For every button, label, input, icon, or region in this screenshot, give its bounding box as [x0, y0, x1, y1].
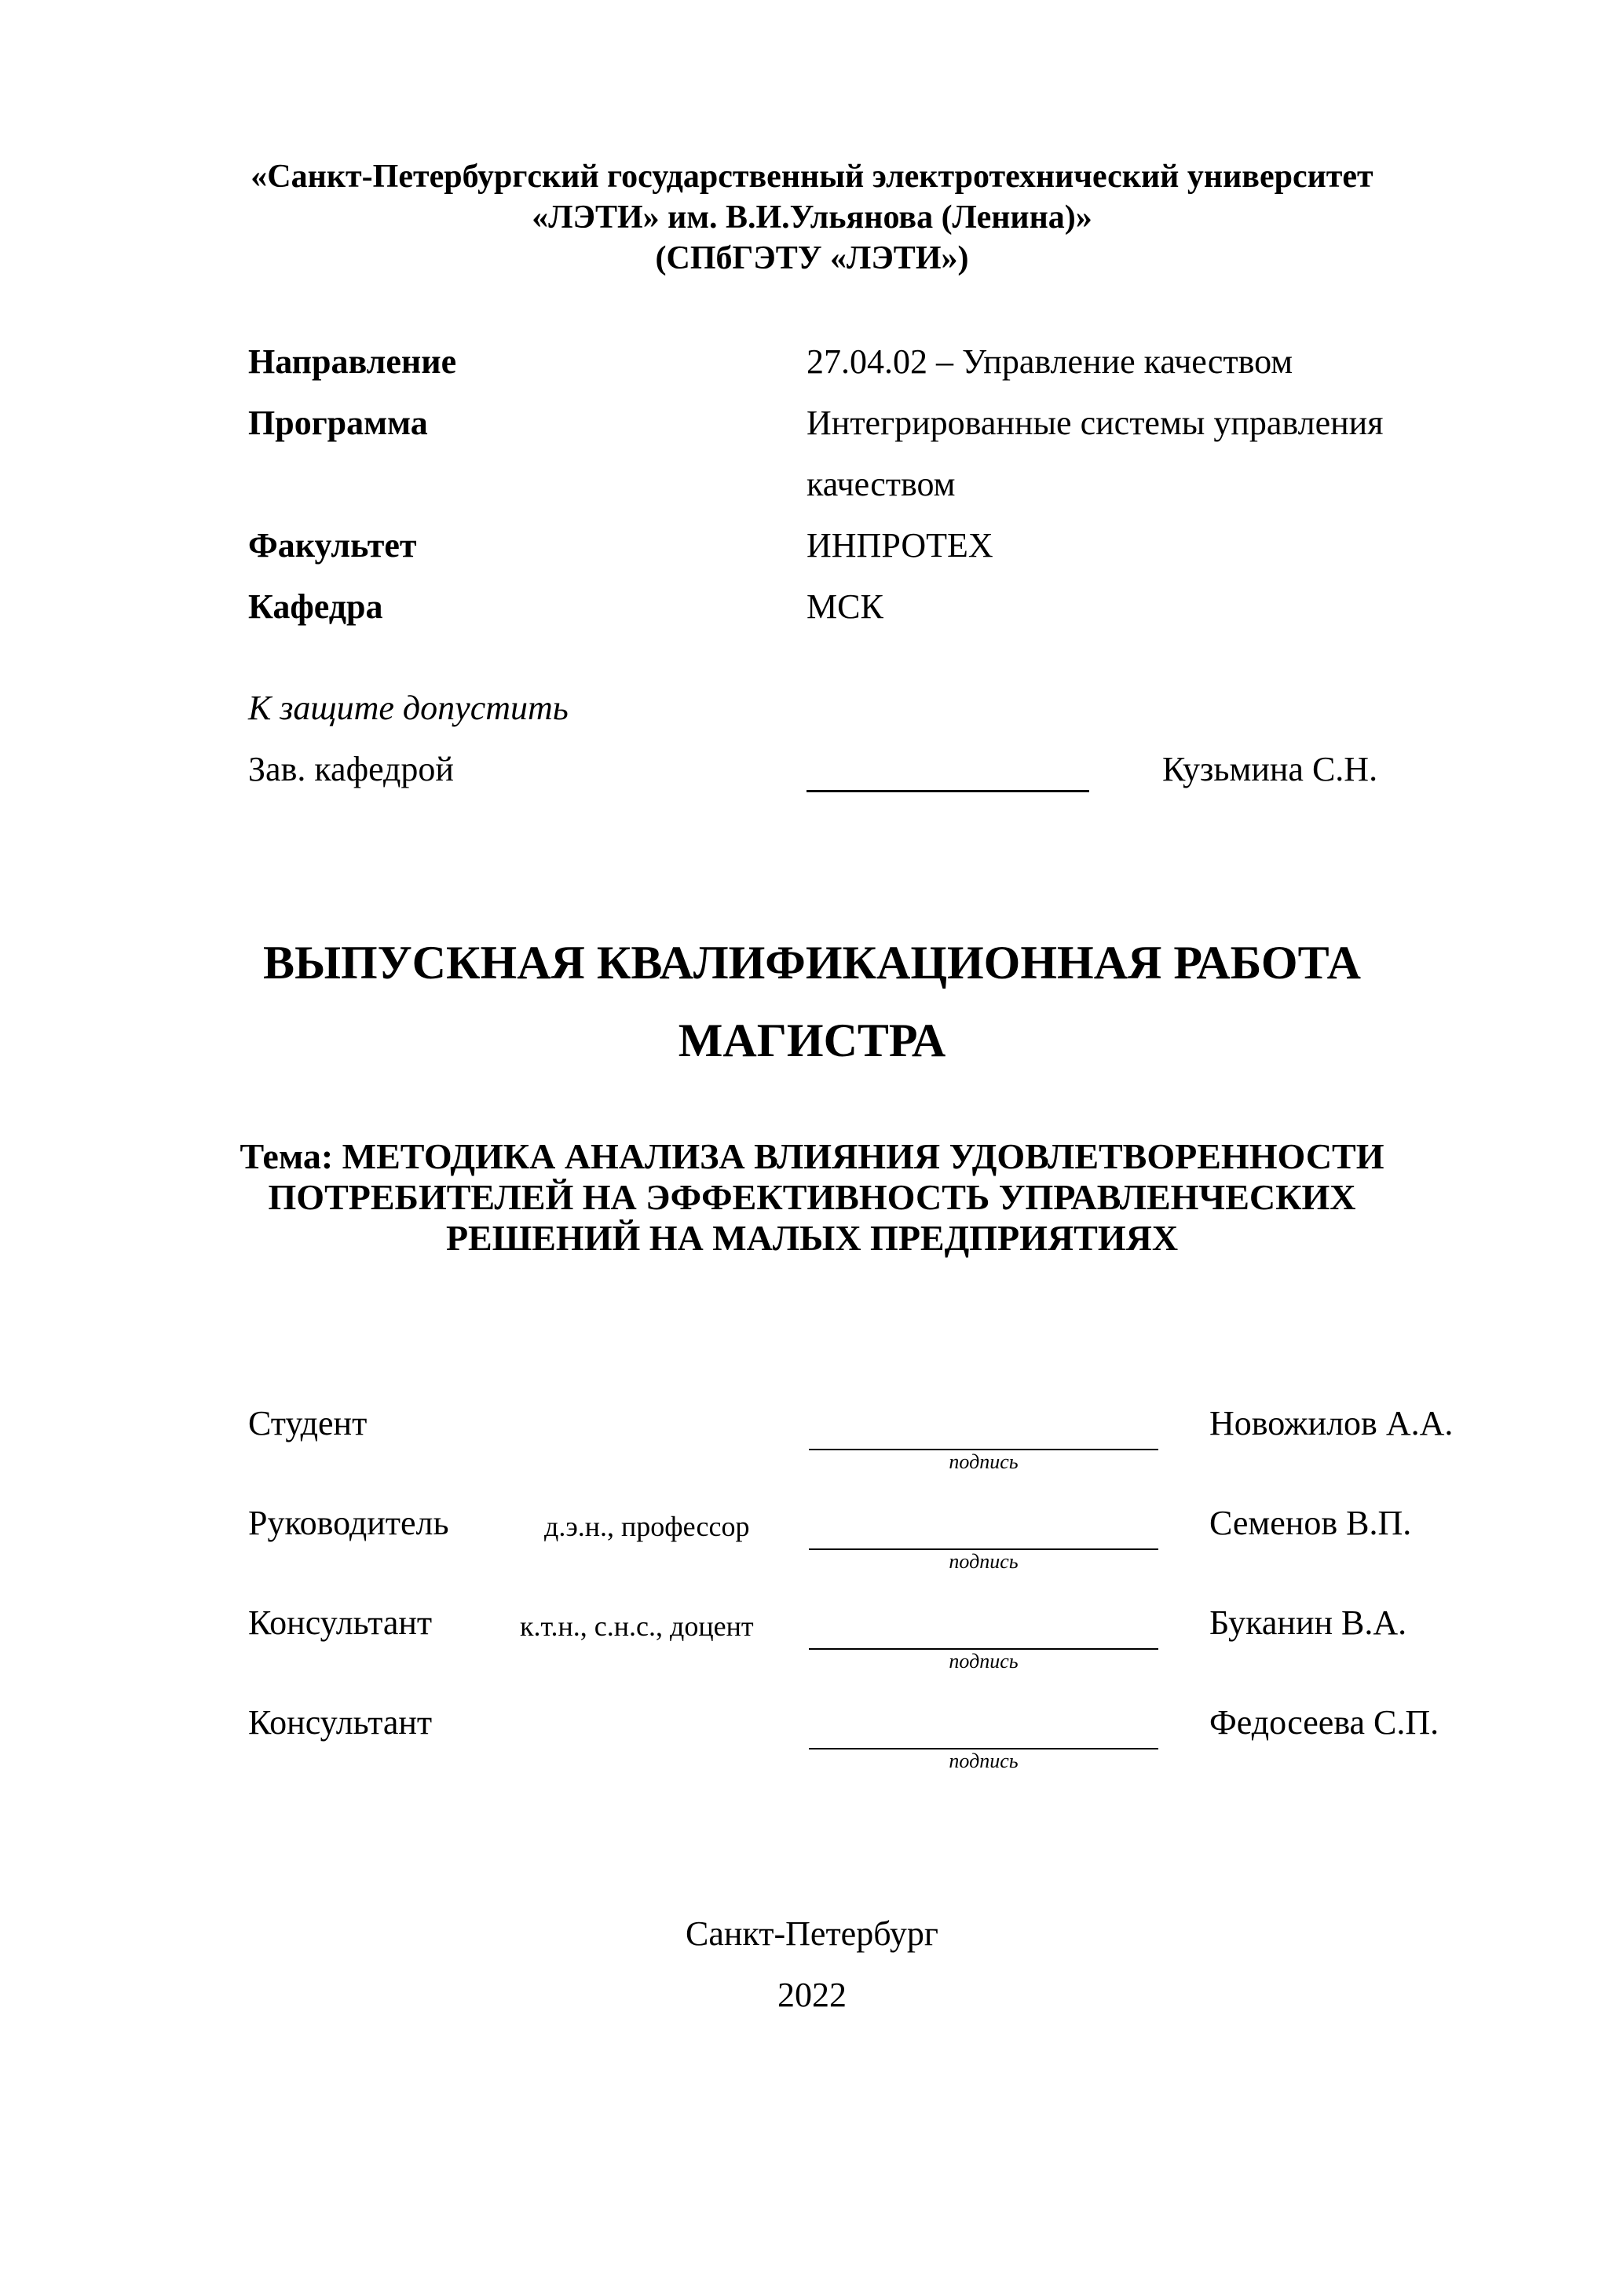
faculty-label: Факультет — [248, 526, 417, 565]
signature-caption: подпись — [949, 1550, 1019, 1573]
signature-role: Консультант — [248, 1703, 433, 1742]
program-value-line-2: качеством — [807, 465, 956, 503]
university-name-line-1: «Санкт-Петербургский государственный электротехнический университет — [251, 159, 1373, 195]
theme-line-3: РЕШЕНИЙ НА МАЛЫХ ПРЕДПРИЯТИЯХ — [445, 1218, 1179, 1258]
head-of-department-name: Кузьмина С.Н. — [1162, 750, 1378, 788]
university-name-line-2: «ЛЭТИ» им. В.И.Ульянова (Ленина)» — [532, 199, 1092, 236]
faculty-value: ИНПРОТЕХ — [807, 526, 993, 565]
signature-name: Федосеева С.П. — [1209, 1703, 1439, 1742]
head-of-department-label: Зав. кафедрой — [248, 750, 454, 788]
signature-name: Новожилов А.А. — [1209, 1404, 1454, 1442]
signature-role: Руководитель — [248, 1504, 449, 1542]
program-value-line-1: Интегрированные системы управления — [807, 404, 1384, 442]
signature-degree: д.э.н., профессор — [544, 1511, 750, 1542]
department-label: Кафедра — [248, 587, 383, 626]
document-title-line-2: МАГИСТРА — [678, 1015, 946, 1066]
direction-value: 27.04.02 – Управление качеством — [807, 342, 1293, 381]
program-label: Программа — [248, 404, 428, 442]
admit-to-defense-text: К защите допустить — [248, 689, 569, 727]
signature-role: Студент — [248, 1404, 368, 1442]
signature-name: Семенов В.П. — [1209, 1504, 1412, 1542]
department-value: МСК — [807, 587, 883, 626]
theme-line-2: ПОТРЕБИТЕЛЕЙ НА ЭФФЕКТИВНОСТЬ УПРАВЛЕНЧЕСКИХ — [268, 1177, 1356, 1217]
head-signature-line — [807, 790, 1089, 792]
signature-caption: подпись — [949, 1749, 1019, 1772]
signature-name: Буканин В.А. — [1209, 1603, 1407, 1642]
city: Санкт-Петербург — [686, 1914, 938, 1953]
signature-caption: подпись — [949, 1650, 1019, 1673]
theme-line-1: Тема: МЕТОДИКА АНАЛИЗА ВЛИЯНИЯ УДОВЛЕТВОРЕННОСТИ — [240, 1136, 1384, 1176]
direction-label: Направление — [248, 342, 457, 381]
signature-role: Консультант — [248, 1603, 433, 1642]
year: 2022 — [777, 1976, 847, 2014]
document-title-line-1: ВЫПУСКНАЯ КВАЛИФИКАЦИОННАЯ РАБОТА — [263, 937, 1361, 989]
signature-degree: к.т.н., с.н.с., доцент — [520, 1610, 754, 1642]
university-abbreviation: (СПбГЭТУ «ЛЭТИ») — [655, 240, 969, 276]
signature-caption: подпись — [949, 1450, 1019, 1473]
